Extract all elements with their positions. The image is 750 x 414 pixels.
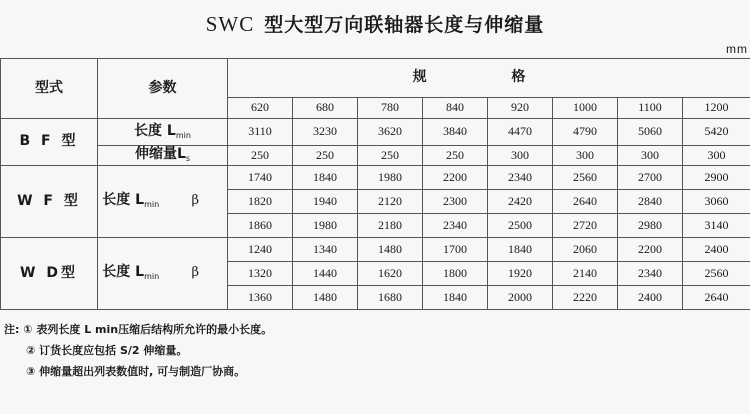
spec-table [0, 58, 750, 310]
table-cell: 3230 [293, 119, 358, 146]
header-type: 型式 [1, 59, 98, 119]
table-cell: 300 [618, 146, 683, 166]
wd-row-1 [1, 238, 750, 262]
size-cell: 780 [358, 98, 423, 119]
table-cell: 1360 [228, 286, 293, 310]
table-cell: 1840 [488, 238, 553, 262]
table-cell: 250 [358, 146, 423, 166]
table-cell: 250 [228, 146, 293, 166]
table-cell: 2000 [488, 286, 553, 310]
type-wd: W D型 [1, 238, 98, 310]
table-cell: 3620 [358, 119, 423, 146]
note-1: 注: ① 表列长度 L min压缩后结构所允许的最小长度。 [4, 323, 273, 336]
note-3: ③ 伸缩量超出列表数值时, 可与制造厂协商。 [26, 365, 246, 378]
table-cell: 4790 [553, 119, 618, 146]
table-cell: 300 [553, 146, 618, 166]
table-cell: 2220 [553, 286, 618, 310]
table-cell: 2340 [423, 214, 488, 238]
table-cell: 2300 [423, 190, 488, 214]
table-cell: 2840 [618, 190, 683, 214]
bf-stroke-label: 伸缩量$L_s$ [98, 146, 228, 166]
table-cell: 1860 [228, 214, 293, 238]
size-cell: 1100 [618, 98, 683, 119]
table-cell: 2640 [683, 286, 750, 310]
header-params: 参数 [98, 59, 228, 119]
table-cell: 1480 [293, 286, 358, 310]
table-cell: 2560 [683, 262, 750, 286]
table-cell: 2180 [358, 214, 423, 238]
note-2: ② 订货长度应包括 S/2 伸缩量。 [26, 344, 188, 357]
table-cell: 2340 [618, 262, 683, 286]
title-code: SWC [205, 12, 255, 36]
header-spec: 规 格 [228, 59, 750, 98]
table-cell: 2560 [553, 166, 618, 190]
table-cell: 250 [423, 146, 488, 166]
table-cell: 3840 [423, 119, 488, 146]
table-cell: 1920 [488, 262, 553, 286]
type-bf: B F 型 [1, 119, 98, 166]
size-cell: 1000 [553, 98, 618, 119]
table-cell: 2400 [618, 286, 683, 310]
table-cell: 3110 [228, 119, 293, 146]
table-cell: 300 [488, 146, 553, 166]
bf-length-label: 长度 $L_{min}$ [98, 119, 228, 146]
table-cell: 1700 [423, 238, 488, 262]
wd-length-label: 长度 $L_{min}$ [98, 238, 164, 310]
table-cell: 2120 [358, 190, 423, 214]
size-cell: 1200 [683, 98, 750, 119]
table-cell: 4470 [488, 119, 553, 146]
wf-beta: β [164, 166, 228, 238]
table-cell: 2700 [618, 166, 683, 190]
document-title [0, 10, 750, 37]
table-cell: 2420 [488, 190, 553, 214]
size-cell: 920 [488, 98, 553, 119]
type-wf: W F 型 [1, 166, 98, 238]
table-cell: 300 [683, 146, 750, 166]
table-cell: 2060 [553, 238, 618, 262]
unit-label: mm [726, 42, 748, 56]
table-cell: 5420 [683, 119, 750, 146]
table-cell: 1980 [358, 166, 423, 190]
table-cell: 250 [293, 146, 358, 166]
wf-row-1 [1, 166, 750, 190]
table-cell: 2400 [683, 238, 750, 262]
table-cell: 1840 [423, 286, 488, 310]
table-cell: 2640 [553, 190, 618, 214]
header-row-1 [1, 59, 750, 98]
table-cell: 1320 [228, 262, 293, 286]
table-cell: 2200 [423, 166, 488, 190]
table-cell: 2900 [683, 166, 750, 190]
table-cell: 5060 [618, 119, 683, 146]
size-cell: 680 [293, 98, 358, 119]
table-cell: 2720 [553, 214, 618, 238]
table-cell: 1740 [228, 166, 293, 190]
size-cell: 840 [423, 98, 488, 119]
table-cell: 2980 [618, 214, 683, 238]
notes [4, 319, 272, 382]
table-cell: 1940 [293, 190, 358, 214]
table-cell: 2340 [488, 166, 553, 190]
table-cell: 2140 [553, 262, 618, 286]
size-cell: 620 [228, 98, 293, 119]
table-cell: 1980 [293, 214, 358, 238]
table-cell: 1680 [358, 286, 423, 310]
table-cell: 1620 [358, 262, 423, 286]
wd-beta: β [164, 238, 228, 310]
table-cell: 3140 [683, 214, 750, 238]
wf-length-label: 长度 $L_{min}$ [98, 166, 164, 238]
table-cell: 1240 [228, 238, 293, 262]
title-name: 型大型万向联轴器长度与伸缩量 [264, 14, 545, 36]
table-cell: 2500 [488, 214, 553, 238]
bf-stroke-row [1, 146, 750, 166]
table-cell: 1800 [423, 262, 488, 286]
table-cell: 1840 [293, 166, 358, 190]
table-cell: 1340 [293, 238, 358, 262]
table-cell: 1820 [228, 190, 293, 214]
table-cell: 1480 [358, 238, 423, 262]
table-cell: 2200 [618, 238, 683, 262]
table-cell: 3060 [683, 190, 750, 214]
bf-length-row [1, 119, 750, 146]
table-cell: 1440 [293, 262, 358, 286]
